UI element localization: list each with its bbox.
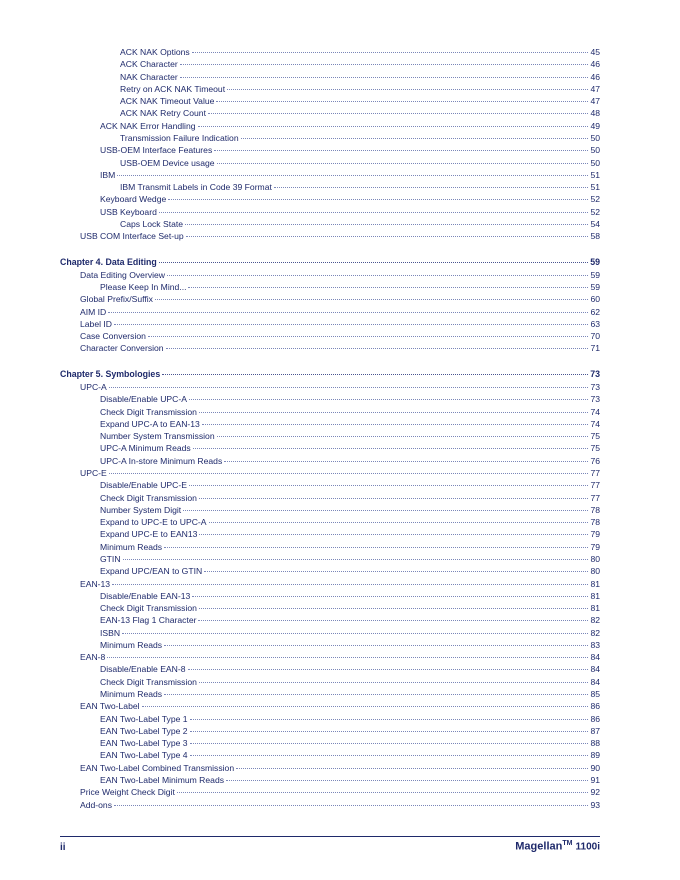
toc-entry-page: 75 [590, 443, 600, 454]
toc-dot-leader [112, 584, 588, 585]
toc-entry-page: 79 [590, 541, 600, 552]
toc-entry[interactable] [80, 269, 600, 281]
toc-entry[interactable] [80, 700, 600, 712]
toc-entry-page: 52 [590, 206, 600, 217]
toc-entry-page: 88 [590, 738, 600, 749]
toc-entry[interactable] [80, 293, 600, 305]
toc-entry-page: 50 [590, 145, 600, 156]
toc-entry-title: Expand UPC-A to EAN-13 [100, 418, 200, 429]
toc-entry[interactable] [100, 676, 600, 688]
toc-entry[interactable] [120, 83, 600, 95]
toc-entry-title: Add-ons [80, 799, 113, 810]
footer-product-name [515, 840, 600, 853]
toc-entry-page: 73 [590, 369, 600, 380]
toc-entry-title: Retry on ACK NAK Timeout [120, 83, 226, 94]
toc-entry-page: 81 [590, 578, 600, 589]
toc-entry[interactable] [100, 455, 600, 467]
toc-entry-title: Expand UPC-E to EAN13 [100, 529, 198, 540]
toc-entry-page: 59 [590, 256, 600, 267]
toc-entry[interactable] [100, 504, 600, 516]
footer-brand: Magellan [515, 840, 563, 853]
toc-entry-title: Expand UPC/EAN to GTIN [100, 566, 203, 577]
toc-dot-leader [109, 473, 589, 474]
toc-entry-page: 87 [590, 725, 600, 736]
toc-entry-title: Price Weight Check Digit [80, 787, 175, 798]
toc-dot-leader [190, 755, 589, 756]
toc-entry[interactable] [120, 58, 600, 70]
toc-entry-title: Transmission Failure Indication [120, 132, 239, 143]
toc-entry[interactable] [100, 281, 600, 293]
toc-dot-leader [162, 374, 588, 375]
toc-entry[interactable] [120, 218, 600, 230]
toc-entry[interactable] [100, 713, 600, 725]
toc-entry-title: Please Keep In Mind... [100, 282, 187, 293]
toc-dot-leader [167, 275, 588, 276]
toc-dot-leader [199, 498, 588, 499]
toc-entry-title: Global Prefix/Suffix [80, 294, 153, 305]
toc-entry-title: Keyboard Wedge [100, 194, 167, 205]
toc-dot-leader [109, 387, 589, 388]
toc-entry[interactable] [120, 46, 600, 58]
toc-entry[interactable] [100, 553, 600, 565]
toc-entry-title: Data Editing Overview [80, 269, 166, 280]
toc-dot-leader [214, 150, 588, 151]
toc-entry-title: EAN-8 [80, 652, 106, 663]
toc-entry[interactable] [100, 406, 600, 418]
toc-entry-title: ACK NAK Error Handling [100, 120, 196, 131]
toc-dot-leader [217, 163, 589, 164]
toc-dot-leader [188, 669, 589, 670]
toc-dot-leader [180, 64, 589, 65]
toc-entry-title: Character Conversion [80, 343, 164, 354]
toc-entry[interactable] [100, 169, 600, 181]
toc-entry[interactable] [100, 749, 600, 761]
toc-dot-leader [199, 608, 588, 609]
toc-entry-page: 73 [590, 382, 600, 393]
toc-dot-leader [226, 780, 588, 781]
toc-entry-title: EAN Two-Label Type 2 [100, 725, 188, 736]
toc-entry-title: Number System Transmission [100, 431, 215, 442]
toc-entry-title: ISBN [100, 627, 121, 638]
toc-entry-page: 76 [590, 455, 600, 466]
toc-dot-leader [192, 596, 588, 597]
toc-entry-page: 80 [590, 553, 600, 564]
toc-dot-leader [122, 633, 588, 634]
toc-entry-page: 79 [590, 529, 600, 540]
toc-dot-leader [186, 236, 589, 237]
toc-dot-leader [190, 743, 589, 744]
toc-entry-page: 81 [590, 603, 600, 614]
toc-entry[interactable] [120, 95, 600, 107]
toc-entry-page: 86 [590, 713, 600, 724]
toc-entry-page: 83 [590, 639, 600, 650]
toc-dot-leader [190, 719, 589, 720]
toc-dot-leader [198, 620, 588, 621]
toc-entry-title: IBM [100, 169, 116, 180]
toc-entry[interactable] [100, 442, 600, 454]
toc-entry-title: Check Digit Transmission [100, 676, 197, 687]
toc-entry[interactable] [80, 578, 600, 590]
toc-dot-leader [189, 485, 589, 486]
toc-entry[interactable] [100, 590, 600, 602]
toc-entry-page: 47 [590, 83, 600, 94]
toc-dot-leader [199, 412, 588, 413]
toc-dot-leader [217, 436, 589, 437]
toc-entry[interactable] [80, 381, 600, 393]
toc-entry-page: 82 [590, 615, 600, 626]
toc-entry-page: 93 [590, 799, 600, 810]
toc-entry-page: 77 [590, 468, 600, 478]
toc-entry-title: ACK NAK Timeout Value [120, 96, 215, 107]
toc-entry-page: 81 [590, 590, 600, 601]
toc-entry-title: Case Conversion [80, 331, 146, 342]
toc-entry[interactable] [120, 181, 600, 193]
toc-entry-page: 82 [590, 627, 600, 638]
toc-entry[interactable] [100, 541, 600, 553]
toc-entry-title: Number System Digit [100, 504, 182, 515]
toc-dot-leader [123, 559, 589, 560]
toc-entry-title: Check Digit Transmission [100, 406, 197, 417]
toc-entry-title: UPC-A Minimum Reads [100, 443, 191, 454]
toc-entry-title: EAN Two-Label Minimum Reads [100, 775, 225, 785]
toc-entry[interactable] [80, 799, 600, 811]
toc-dot-leader [185, 224, 588, 225]
toc-dot-leader [188, 287, 588, 288]
toc-entry-page: 74 [590, 418, 600, 429]
toc-entry[interactable] [80, 467, 600, 479]
toc-entry-title: Minimum Reads [100, 541, 163, 552]
toc-dot-leader [164, 547, 588, 548]
toc-dot-leader [216, 101, 588, 102]
toc-dot-leader [236, 768, 588, 769]
toc-dot-leader [164, 694, 588, 695]
toc-entry-title: EAN-13 Flag 1 Character [100, 615, 197, 626]
toc-entry-title: Disable/Enable EAN-8 [100, 664, 186, 675]
toc-entry-page: 52 [590, 194, 600, 205]
toc-entry-title: Minimum Reads [100, 639, 163, 650]
toc-entry[interactable] [80, 342, 600, 354]
toc-dot-leader [180, 77, 589, 78]
toc-dot-leader [209, 522, 589, 523]
footer-trademark: TM [562, 840, 573, 847]
toc-dot-leader [107, 657, 588, 658]
toc-entry-title: Minimum Reads [100, 689, 163, 700]
toc-entry[interactable] [100, 144, 600, 156]
toc-entry[interactable] [100, 639, 600, 651]
toc-entry-page: 47 [590, 96, 600, 107]
toc-entry[interactable] [100, 774, 600, 786]
toc-dot-leader [114, 324, 588, 325]
toc-entry-page: 78 [590, 517, 600, 528]
toc-entry-page: 70 [590, 331, 600, 342]
toc-entry-page: 77 [590, 480, 600, 491]
toc-entry-title: Disable/Enable UPC-E [100, 480, 187, 491]
toc-entry-title: Label ID [80, 318, 113, 329]
toc-entry-page: 49 [590, 120, 600, 131]
toc-entry[interactable] [120, 71, 600, 83]
toc-entry[interactable] [80, 318, 600, 330]
toc-entry-title: EAN Two-Label Combined Transmission [80, 762, 235, 773]
toc-entry[interactable] [120, 132, 600, 144]
toc-entry[interactable] [80, 762, 600, 774]
toc-dot-leader [204, 571, 588, 572]
toc-entry-page: 84 [590, 676, 600, 687]
toc-entry-page: 51 [590, 169, 600, 180]
toc-entry-page: 90 [590, 762, 600, 773]
toc-entry-page: 50 [590, 157, 600, 168]
toc-entry[interactable] [80, 230, 600, 242]
toc-entry-page: 63 [590, 318, 600, 329]
toc-entry-page: 77 [590, 492, 600, 503]
toc-entry-title: EAN Two-Label Type 3 [100, 738, 188, 749]
toc-entry-title: ACK NAK Options [120, 47, 190, 57]
toc-dot-leader [199, 682, 588, 683]
toc-entry[interactable] [100, 418, 600, 430]
toc-entry[interactable] [100, 565, 600, 577]
toc-entry-title: Caps Lock State [120, 218, 184, 229]
toc-entry-title: Chapter 5. Symbologies [60, 369, 161, 380]
toc-entry-title: Check Digit Transmission [100, 603, 197, 614]
toc-dot-leader [142, 706, 589, 707]
toc-dot-leader [189, 399, 589, 400]
toc-entry[interactable] [100, 663, 600, 675]
toc-entry[interactable] [100, 725, 600, 737]
toc-entry-title: NAK Character [120, 71, 178, 82]
toc-dot-leader [241, 138, 589, 139]
toc-entry-title: IBM Transmit Labels in Code 39 Format [120, 182, 272, 193]
toc-entry[interactable] [100, 193, 600, 205]
toc-entry-title: ACK Character [120, 59, 178, 70]
toc-entry-page: 46 [590, 59, 600, 70]
toc-entry-page: 62 [590, 306, 600, 317]
toc-entry-page: 89 [590, 750, 600, 761]
toc-dot-leader [227, 89, 588, 90]
toc-entry[interactable] [120, 107, 600, 119]
toc-entry-title: EAN Two-Label [80, 701, 140, 712]
toc-dot-leader [164, 645, 588, 646]
toc-entry[interactable] [100, 602, 600, 614]
toc-dot-leader [274, 187, 589, 188]
toc-entry-title: USB COM Interface Set-up [80, 231, 184, 242]
toc-dot-leader [148, 336, 589, 337]
footer-divider [60, 836, 600, 837]
toc-dot-leader [159, 212, 589, 213]
toc-entry-page: 84 [590, 664, 600, 675]
toc-entry-page: 45 [590, 47, 600, 57]
toc-entry-title: USB Keyboard [100, 206, 157, 217]
toc-entry[interactable] [100, 627, 600, 639]
toc-entry-title: Expand to UPC-E to UPC-A [100, 517, 207, 528]
toc-dot-leader [183, 510, 588, 511]
toc-entry[interactable] [100, 479, 600, 491]
toc-entry-title: USB-OEM Interface Features [100, 145, 213, 156]
toc-entry-title: EAN Two-Label Type 4 [100, 750, 188, 761]
toc-entry[interactable] [100, 516, 600, 528]
toc-dot-leader [198, 126, 589, 127]
toc-entry-page: 84 [590, 652, 600, 663]
footer-page-number: ii [60, 842, 66, 853]
toc-entry-page: 92 [590, 787, 600, 798]
toc-entry-page: 54 [590, 218, 600, 229]
toc-entry-page: 51 [590, 182, 600, 193]
toc-entry-title: UPC-A In-store Minimum Reads [100, 455, 223, 466]
toc-chapter-entry[interactable] [60, 256, 600, 268]
toc-entry-page: 59 [590, 282, 600, 293]
toc-entry[interactable] [100, 206, 600, 218]
toc-entry[interactable] [80, 330, 600, 342]
toc-dot-leader [202, 424, 589, 425]
toc-entry-page: 59 [590, 269, 600, 280]
toc-entry[interactable] [100, 737, 600, 749]
toc-dot-leader [224, 461, 588, 462]
toc-dot-leader [193, 448, 589, 449]
toc-entry-page: 46 [590, 71, 600, 82]
toc-entry[interactable] [100, 430, 600, 442]
toc-entry-page: 74 [590, 406, 600, 417]
toc-entry-page: 91 [590, 775, 600, 785]
toc-entry-title: UPC-A [80, 382, 107, 393]
toc-dot-leader [114, 805, 588, 806]
toc-entry-page: 48 [590, 108, 600, 119]
toc-dot-leader [192, 52, 589, 53]
toc-dot-leader [108, 312, 588, 313]
toc-entry[interactable] [120, 157, 600, 169]
toc-dot-leader [199, 534, 588, 535]
toc-entry[interactable] [80, 651, 600, 663]
toc-entry[interactable] [80, 786, 600, 798]
toc-dot-leader [159, 262, 588, 263]
toc-dot-leader [177, 792, 589, 793]
toc-entry-title: AIM ID [80, 306, 107, 317]
toc-entry-title: Disable/Enable UPC-A [100, 394, 187, 405]
toc-entry[interactable] [100, 492, 600, 504]
footer-model: 1100i [575, 841, 600, 853]
toc-entry[interactable] [100, 393, 600, 405]
toc-entry-title: EAN-13 [80, 578, 111, 589]
toc-entry-page: 78 [590, 504, 600, 515]
toc-chapter-entry[interactable] [60, 368, 600, 380]
toc-dot-leader [190, 731, 589, 732]
toc-entry-page: 58 [590, 231, 600, 242]
toc-dot-leader [208, 113, 588, 114]
toc-entry-page: 71 [590, 343, 600, 354]
toc-dot-leader [168, 199, 588, 200]
toc-entry[interactable] [100, 614, 600, 626]
toc-entry-page: 86 [590, 701, 600, 712]
toc-entry-title: Check Digit Transmission [100, 492, 197, 503]
toc-entry[interactable] [100, 120, 600, 132]
toc-entry[interactable] [80, 306, 600, 318]
toc-entry-title: ACK NAK Retry Count [120, 108, 206, 119]
toc-entry-page: 80 [590, 566, 600, 577]
toc-entry-page: 75 [590, 431, 600, 442]
toc-dot-leader [117, 175, 588, 176]
toc-entry[interactable] [100, 528, 600, 540]
toc-entry-title: GTIN [100, 553, 121, 564]
toc-entry-page: 85 [590, 689, 600, 700]
toc-entry-title: Chapter 4. Data Editing [60, 256, 157, 267]
toc-entry-page: 50 [590, 132, 600, 143]
toc-entry-title: USB-OEM Device usage [120, 157, 215, 168]
toc-dot-leader [155, 299, 589, 300]
toc-dot-leader [166, 348, 589, 349]
toc-entry-title: Disable/Enable EAN-13 [100, 590, 191, 601]
toc-entry-page: 73 [590, 394, 600, 405]
toc-entry-page: 60 [590, 294, 600, 305]
toc-entry[interactable] [100, 688, 600, 700]
toc-entry-title: EAN Two-Label Type 1 [100, 713, 188, 724]
toc-entry-title: UPC-E [80, 468, 107, 478]
